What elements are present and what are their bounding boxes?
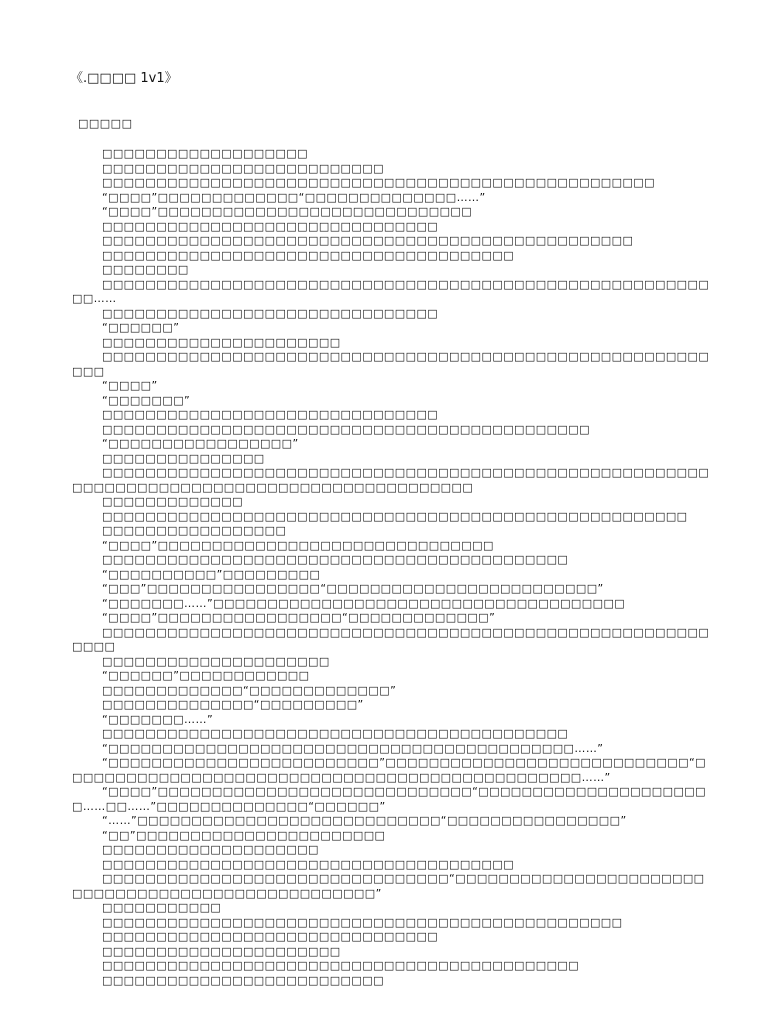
paragraph: “□□□□”□□□□□□□□□□□□□□□□□□□□□□□□□□□□□“□□□□□□□□□□□□□□□□□□□□□□……□□……”□□□□□□□□□□□□□□“□□□□□□” — [72, 785, 706, 813]
paragraph: □□□□□□□□□□□□□□□□□□□□□□□□□□□□□□□□□□□□□□□□□□□□□□□□□□□□□□□□□□□ — [72, 350, 710, 378]
paragraph: □□□□□□□□□□□□□□□□□□□□□□□□□□□□□□□□□□□□□□□□□□□□□□□□ — [102, 915, 623, 929]
paragraph: □□□□□□□□□□□□□□□□□□□□□□□□□□□□□□□□□□□□□□□□□□□□□□□□□ — [102, 234, 634, 247]
paragraph: “□□□□□□” — [102, 321, 180, 334]
paragraph: □□□□□□□□□□□□□□□□□□□□□□□□□□ — [102, 973, 384, 987]
paragraph: □□□□□□□□□□□□□□□□□□□□□□□□□□□□□□□□□□□□□□□□□□□□ — [102, 959, 580, 972]
paragraph: □□□□□□□□□□□□□□“□□□□□□□□□” — [102, 698, 364, 711]
paragraph: □□□□□□□□□□□□□□□□□□□□□□□□□□ — [102, 161, 384, 175]
paragraph: “□□□□□□□□□□”□□□□□□□□□ — [102, 567, 321, 581]
paragraph: “□□□□”□□□□□□□□□□□□□□□□□□□□□□□□□□□□□ — [102, 205, 473, 218]
paragraph: □□□□□□□□□□□□□□□□□□□□□□□□□□□□□□□□□□□□□□□□□□□□□□□□□□□ — [102, 176, 655, 189]
paragraph: □□□□□□□□□□□□□□□□□□□□□□□□□□□□□□□ — [102, 306, 439, 320]
paragraph: □□□□□□□□□□□□□□□□□□□□□□□□□□□□□□□□□□□□□□□□□□□□□□□□□□□□□□□□□□□□ — [72, 625, 710, 653]
paragraph: “□□□□”□□□□□□□□□□□□□“□□□□□□□□□□□□□□……” — [102, 190, 486, 204]
paragraph: □□□□□□□□□□□□□□□□□□□□□□□□□□□□□□□□□□□□□□ — [102, 857, 515, 871]
paragraph: □□□□□□□□□□□□□□□□□□□□□□□□□□□□□□□ — [102, 219, 439, 233]
paragraph: “□□□□□□□□□□□□□□□□□□□□□□□□□”□□□□□□□□□□□□□□□□□□□□□□□□□□□□“□□□□□□□□□□□□□□□□□□□□□□□□□□□□□□□□□□□□□□□□□□□□□□□□……” — [72, 756, 706, 784]
paragraph: “□□□□□□□□□□□□□□□□□” — [102, 437, 299, 450]
paragraph: □□□□□□□□□□□□□□□□□ — [102, 524, 287, 537]
paragraph: □□□□□□□□□□□□□□□ — [102, 451, 265, 465]
paragraph: □□□□□□□□□□□□□□□□□□□□□□□□□□□□□□□□□□□□□□□□□□□□□□□□□□□□□□ — [102, 509, 688, 523]
paragraph: □□□□□□□□□□□□□□□□□□□□□□□□□□□□□□□□□□□□□□□□□□□ — [102, 727, 569, 740]
paragraph: □□□□□□□□□□□ — [102, 901, 222, 914]
paragraph: □□□□□□□□□□□□□□□□□□□□□□□□□□□□□□□□□□□□□□□□□□□□□□□□□□□□□□□□□□□□□□□□□□□□□□□□□□□□□□□□□□□□□□□□□□□□□ — [72, 466, 710, 494]
paragraph: “……”□□□□□□□□□□□□□□□□□□□□□□□□□□□□“□□□□□□□□□□□□□□□□” — [102, 814, 627, 827]
paragraph: “□□□□□□□……”□□□□□□□□□□□□□□□□□□□□□□□□□□□□□□□□□□□□□□ — [102, 596, 626, 610]
document-title: 《.□□□□ 1v1》 — [70, 71, 178, 86]
paragraph: □□□□□□□□□□□□□□□□□□□□□□□□□□□□□□□ — [102, 408, 439, 421]
paragraph: “□□□□□□□……” — [102, 712, 214, 726]
paragraph: □□□□□□□□□□□□□□□□□□□□□□□□□□□□□□□□□□□□□□□□□□□ — [102, 553, 569, 566]
paragraph: □□□□□□□□□□□□□□□□□□□□□□□□□□□□□□□ — [102, 930, 439, 943]
paragraph: “□□□”□□□□□□□□□□□□□□□□“□□□□□□□□□□□□□□□□□□□□□□□□□” — [102, 582, 604, 595]
paragraph: □□□□□□□□□□□□□□□□□□□□□□□□□□□□□□□□□□□□□□□□□□□□□ — [102, 422, 590, 436]
paragraph: □□□□□□□□□□□□□“□□□□□□□□□□□□□” — [102, 683, 397, 697]
paragraph: “□□□□”□□□□□□□□□□□□□□□□□□□□□□□□□□□□□□□ — [102, 538, 494, 552]
paragraph: □□□□□□□□□□□□□□□□□□□□ — [102, 843, 319, 856]
paragraph: □□□□□□□□□□□□□ — [102, 495, 243, 508]
paragraph: □□□□□□□□□□□□□□□□□□□□□□ — [102, 944, 341, 958]
paragraph: “□□□□□□□” — [102, 393, 191, 407]
paragraph: □□□□□□□□ — [102, 263, 189, 276]
paragraph: □□□□□□□□□□□□□□□□□□□ — [102, 147, 309, 160]
paragraph: “□□□□□□□□□□□□□□□□□□□□□□□□□□□□□□□□□□□□□□□□□□□……” — [102, 741, 604, 755]
paragraph: “□□”□□□□□□□□□□□□□□□□□□□□□□□ — [102, 828, 386, 842]
paragraph: □□□□□□□□□□□□□□□□□□□□□□□□□□□□□□□□□□□□□□ — [102, 248, 515, 262]
paragraph: □□□□□□□□□□□□□□□□□□□□□□□□□□□□□□□□□□□□□□□□□□□□□□□□□□□□□□□□□□…… — [72, 277, 710, 305]
paragraph: “□□□□□□”□□□□□□□□□□□□ — [102, 669, 310, 682]
paragraph: “□□□□” — [102, 379, 158, 392]
paragraph: □□□□□□□□□□□□□□□□□□□□□ — [102, 654, 330, 668]
document-body — [72, 147, 712, 988]
paragraph: “□□□□”□□□□□□□□□□□□□□□□□“□□□□□□□□□□□□□” — [102, 611, 496, 624]
paragraph: □□□□□□□□□□□□□□□□□□□□□□ — [102, 335, 341, 349]
section-heading: □□□□□ — [78, 117, 133, 130]
paragraph: □□□□□□□□□□□□□□□□□□□□□□□□□□□□□□□□“□□□□□□□□□□□□□□□□□□□□□□□□□□□□□□□□□□□□□□□□□□□□□□□□□□□” — [72, 872, 705, 900]
